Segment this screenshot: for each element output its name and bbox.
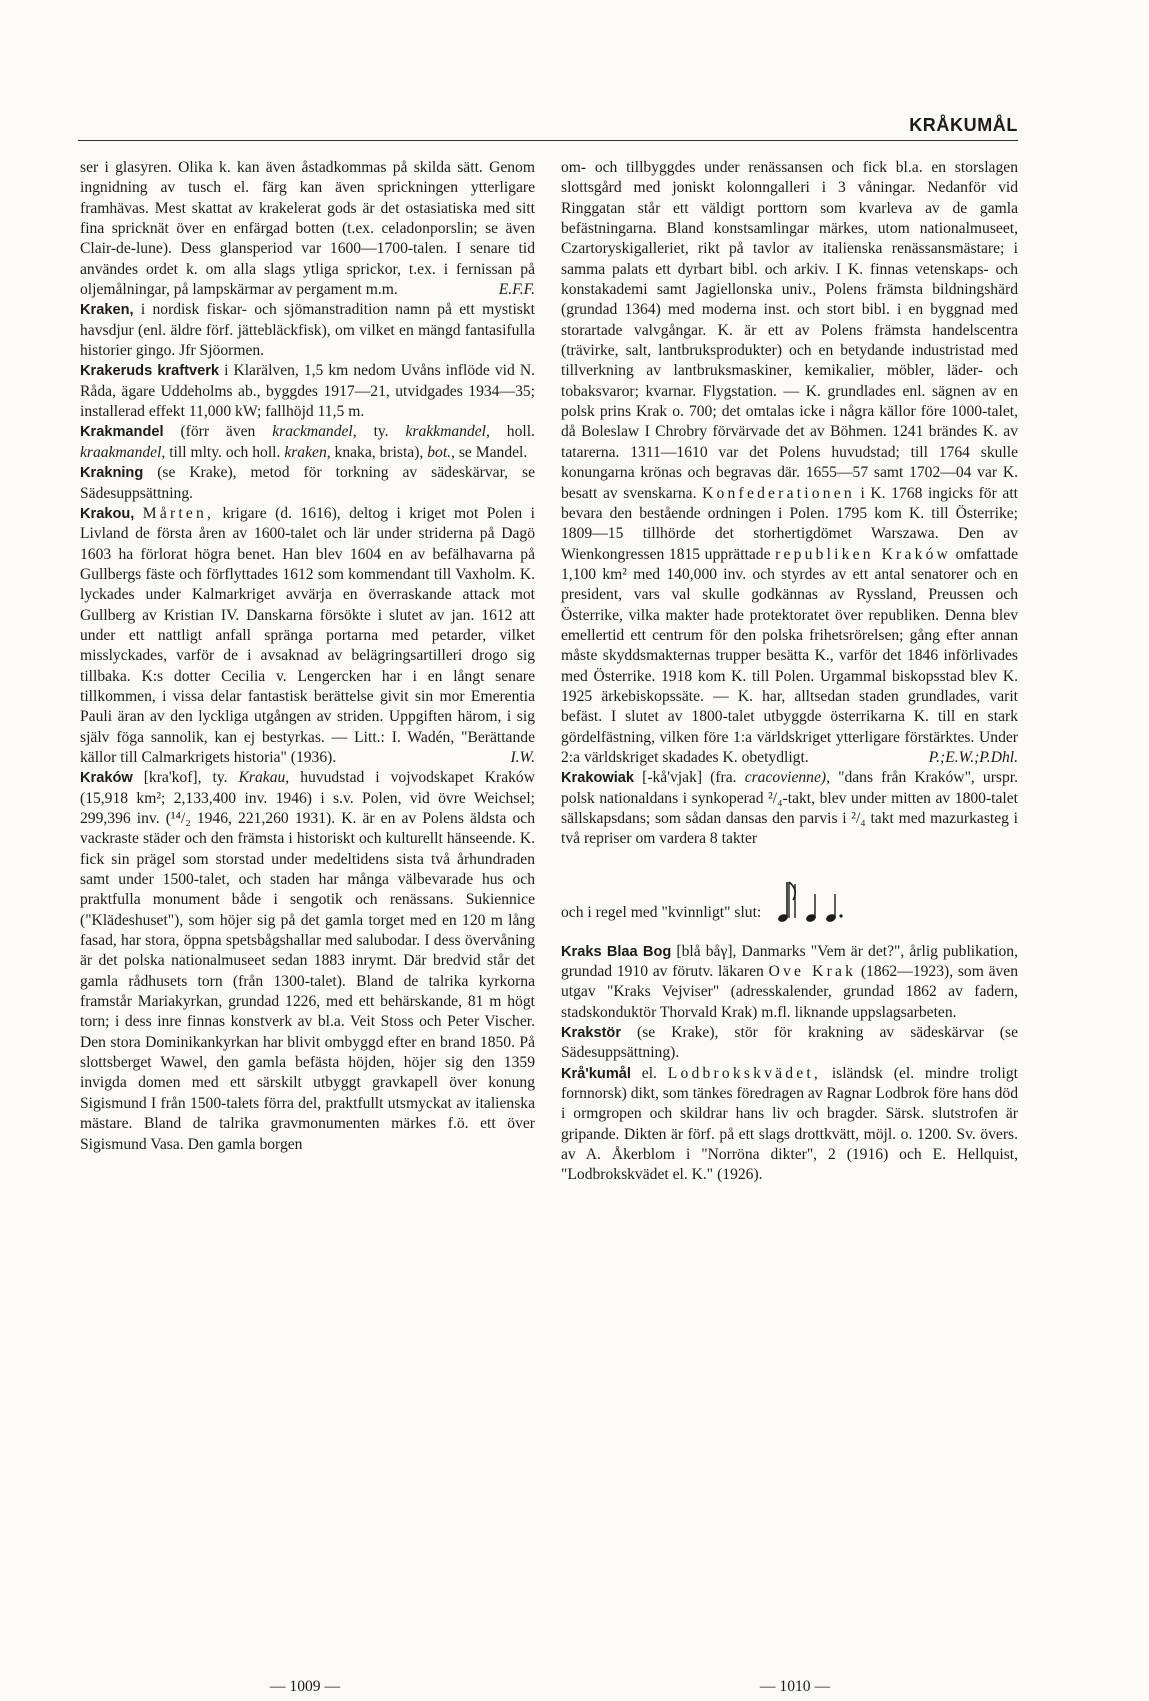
article-text: i nordisk fiskar- och sjömanstradition namn på ett mystiskt havsdjur (enl. äldre förf. jättebläckfisk), om vilket en mängd fantasifulla historier gingo. Jfr Sjöormen. — [80, 301, 535, 360]
article-text: (se Krake), stör för krakning av sädeskärvar (se Sädesuppsättning). — [561, 1024, 1018, 1062]
article-krakow — [80, 768, 535, 1155]
page-number-right: — 1010 — — [759, 1678, 831, 1695]
article-text: omfattade 1,100 km² med 140,000 inv. och styrdes av ett antal senatorer och en president, vars val skulle godkännas av Ryssland, Preussen och Österrike, vilka makter hade protektoratet över republiken. Denna blev emellertid ett centrum för den polska frihetsrörelsen; gång efter annan måste skyddsmakternas trupper besätta K., varför det 1846 införlivades med Österrike. 1918 kom K. till Polen. Urgammal biskopsstad blev K. 1925 ärkebiskopssäte. — K. har, alltsedan staden grundlades, varit befäst. I slutet av 1800-talet utbyggde österrikarna K. till en stark gördelfästning, vilken före 1:a världskriget ytterligare förstärktes. Under 2:a världskriget skadades K. obetydligt. — [561, 545, 1018, 766]
article-text: och i regel med "kvinnligt" slut: — [561, 904, 762, 922]
article-text: till mlty. och holl. — [169, 443, 281, 461]
author-signature: I.W. — [510, 748, 535, 766]
article-text: krigare (d. 1616), deltog i kriget mot Polen i Livland de första åren av 1600-talet och lär under striderna på Dagö 1603 ha förlorat högra benet. Han blev 1604 en av befälhavarna på Gullbergs fäste och förflyttades 1612 som kommendant till Vaxholm. K. lyckades under Kalmarkriget avvärja en överraskande attack mot Gullberg av Kristian IV. Danskarna försökte i slutet av jan. 1612 att under ett nattligt anfall spränga portarna med petarder, vilket misslyckades, varför de i avsaknad av belägringsartilleri drogo sig tillbaka. K:s dotter Cecilia v. Lengercken har i en långt senare tillkommen, i vissa delar fantastisk berättelse givit sin mor Emerentia Pauli äran av den lyckliga utgången av striden. Uppgiften härom, i sig själv föga sannolik, kan ej bestyrkas. — Litt.: I. Wadén, "Berättande källor till Calmarkrigets historia" (1936). — [80, 504, 535, 766]
article-text: [kra'kof], ty. — [143, 769, 228, 787]
article-text: holl. — [506, 423, 535, 441]
author-signature: P.;E.W.;P.Dhl. — [928, 748, 1018, 766]
article-krakumal — [561, 1064, 1018, 1186]
running-head-title: KRÅKUMÅL — [909, 115, 1018, 135]
left-column — [80, 158, 535, 1155]
article-text: i Klarälven, 1,5 km nedom Uvåns inflöde vid N. Råda, ägare Uddeholms ab., byggdes 1917—21, utvidgades 1934—35; installerad effekt 11,000 kW; fallhöjd 11,5 m. — [80, 362, 535, 421]
article-krakou — [80, 504, 535, 768]
running-header — [78, 110, 1018, 141]
headword: Krakowiak — [561, 770, 635, 787]
article-text: huvudstad i vojvodskapet Kraków (15,918 km²; 2,133,400 inv. 1946) i s.v. Polen, vid övre Weichsel; 299,396 inv. (¹⁴/₂ 1946, 221,260 1931). K. är en av Polens äldsta och vackraste städer och den främsta i historiskt och kulturellt hänseende. K. fick sin prägel som storstad under medeltidens sista två århundraden samt under 1500-talet, och staden har många välbevarade hus och praktfulla monument både i sengotik och renässans. Sukiennice ("Klädeshuset"), som höjer sig på det gamla torget med en 120 m lång fasad, har stora, öppna spetsbågshallar med salubodar. I dess övervåning är det polska nationalmuseet sedan 1883 inrymt. Där bredvid står det gamla rådhusets torn (från 1300-talet). Bland de talrika kyrkorna framstår Mariakyrkan, grundad 1226, med ett behärskande, 81 m högt torn; i dess inre finnas konstverk av bl.a. Veit Stoss och Peter Vischer. Den stora Dominikankyrkan har blivit ombyggd efter en brand 1850. På slottsberget Wawel, den gamla befästa höjden, höjer sig den 1359 invigda domen med ett särskilt utbyggt gravkapell över konung Sigismund I från 1500-talets förra del, praktfullt utsmyckat av italienska mästare. Bland de talrika gravmonumenten märkes f.ö. ett över Sigismund Vasa. Den gamla borgen — [80, 769, 535, 1153]
headword: Krakou, — [80, 505, 135, 522]
headword: Krakeruds kraftverk — [80, 363, 220, 380]
article-text: isländsk (el. mindre troligt fornnorsk) dikt, som tänkes föredragen av Ragnar Lodbrok före hans död i ormgropen och skildrar hans liv och bragder. Särsk. slutstrofen är gripande. Dikten är förf. på ett slags drottkvätt, möjl. o. 1200. Sv. övers. av A. Åkerblom i "Norröna dikter", 2 (1916) och E. Hellquist, "Lodbrokskvädet el. K." (1926). — [561, 1064, 1018, 1184]
music-line — [561, 880, 1018, 924]
spaced-term: Lodbrokskvädet, — [667, 1064, 822, 1082]
article-text: (se Krake), metod för torkning av sädeskärvar, se Sädesuppsättning. — [80, 464, 535, 502]
article-text: knaka, brista), — [334, 443, 424, 461]
article-text: ser i glasyren. Olika k. kan även åstadkommas på skilda sätt. Genom ingnidning av tusch el. färg kan även sprickningen ytterligare framhävas. Mest skattat av krakelerat gods är det ostasiatiska med sitt fina spricknät över en enfärgad botten (t.ex. celadonporslin; se även Clair-de-lune). Dess glansperiod var 1600—1700-talen. I senare tid användes ordet k. om alla slags ytliga sprickor, t.ex. i fernissan på oljemålningar, på lampskärmar av pergament m.m. — [80, 159, 535, 299]
spaced-term: Konfederationen — [702, 484, 855, 502]
article-text: [blå båγ], Danmarks "Vem är det?", årlig publikation, grundad 1910 av förutv. läkaren — [561, 942, 1018, 981]
article-text: [-kå'vjak] (fra. — [642, 769, 737, 787]
article-text-italic: cracovienne), — [744, 769, 830, 787]
right-column — [561, 158, 1018, 1186]
headword: Kraks Blaa Bog — [561, 943, 672, 960]
article-text: i K. 1768 ingicks för att bevara den bestående ordningen i Polen. 1795 kom K. till Österrike; 1809—15 tillhörde det storhertigdömet Warszawa. Den av Wienkongressen 1815 upprättade — [561, 484, 1018, 563]
article-text-italic: kraken, — [284, 443, 331, 461]
article-krakowiak — [561, 768, 1018, 849]
author-signature: E.F.F. — [498, 281, 535, 299]
article-text-italic: kraakmandel, — [80, 443, 166, 461]
article-text: om- och tillbyggdes under renässansen och fick bl.a. en storslagen slottsgård med joniskt kolonngalleri i 3 våningar. Nedanför vid Ringgatan står ett väldigt porttorn som kvarleva av de gamla befästningarna. Bland konstsamlingar märkes, utom nationalmuseet, Czartoryskigalleriet, rikt på tavlor av italienska renässansmästare; i samma palats ett dyrbart bibl. och arkiv. I K. finnas vetenskaps- och konstakademi samt Jagiellonska univ., Polens främsta bildningshärd (grundad 1364) med moderna inst. och stort bibl. i en byggnad med storartade valvgångar. K. är ett av Polens främsta handelscentra (trävirke, salt, lantbruksprodukter) och en betydande industristad med tillverkning av lantbruksmaskiner, kemikalier, möbler, läder- och tobaksvaror; kvarnar. Flygstation. — K. grundlades enl. sägnen av en polsk prins Krak o. 700; det omtalas icke i några källor före 1000-talet, då Boleslaw I Chrobry förvärvade det av Böhmen. 1241 brändes K. av tatarerna. 1311—1610 var det Polens huvudstad; till 1764 skulle konungarna krönas och begravas där. 1655—57 samt 1702—04 var K. besatt av svenskarna. — [561, 159, 1018, 502]
article-krakmandel — [80, 422, 535, 463]
article-text-italic: krakkmandel, — [405, 423, 490, 441]
article-text-italic: bot., — [427, 443, 455, 461]
page-number-left: — 1009 — — [269, 1678, 341, 1695]
article-krakow-cont — [561, 158, 1018, 768]
article-kraks-blaa-bog — [561, 942, 1018, 1023]
headword: Krakstör — [561, 1025, 622, 1042]
person-name: Ove Krak — [768, 963, 857, 981]
article-text: (förr även — [180, 423, 256, 441]
headword: Krå'kumål — [561, 1065, 631, 1082]
article-krakeruds — [80, 361, 535, 422]
person-name: Mårten, — [142, 504, 215, 522]
music-notation-icon — [767, 880, 843, 924]
article-text: "dans från Kraków", urspr. polsk nationaldans i synkoperad ²/₄-takt, blev under mitten av 1800-talet sällskapsdans; som sådan dansas den parvis i ²/₄ takt med mazurkasteg i två repriser om vardera 8 takter — [561, 769, 1019, 848]
article-text: ty. — [373, 423, 389, 441]
headword: Krakning — [80, 465, 144, 482]
article-krakning — [80, 463, 535, 504]
article-krakelyr-end — [80, 158, 535, 300]
article-text: se Mandel. — [458, 443, 528, 461]
headword: Kraków — [80, 770, 133, 787]
headword: Krakmandel — [80, 424, 164, 441]
article-kraken — [80, 300, 535, 361]
headword: Kraken, — [80, 302, 134, 319]
article-text: (1862—1923), som även utgav "Kraks Vejviser" (adresskalender, grundad 1862 av fadern, stadskonduktör Thorvald Krak) m.fl. liknande uppslagsarbeten. — [561, 963, 1019, 1021]
article-krakstor — [561, 1023, 1018, 1064]
article-text-italic: krackmandel, — [272, 423, 357, 441]
article-text: el. — [641, 1064, 657, 1082]
spaced-term: republiken Kraków — [775, 545, 952, 563]
article-text-italic: Krakau, — [238, 769, 290, 787]
